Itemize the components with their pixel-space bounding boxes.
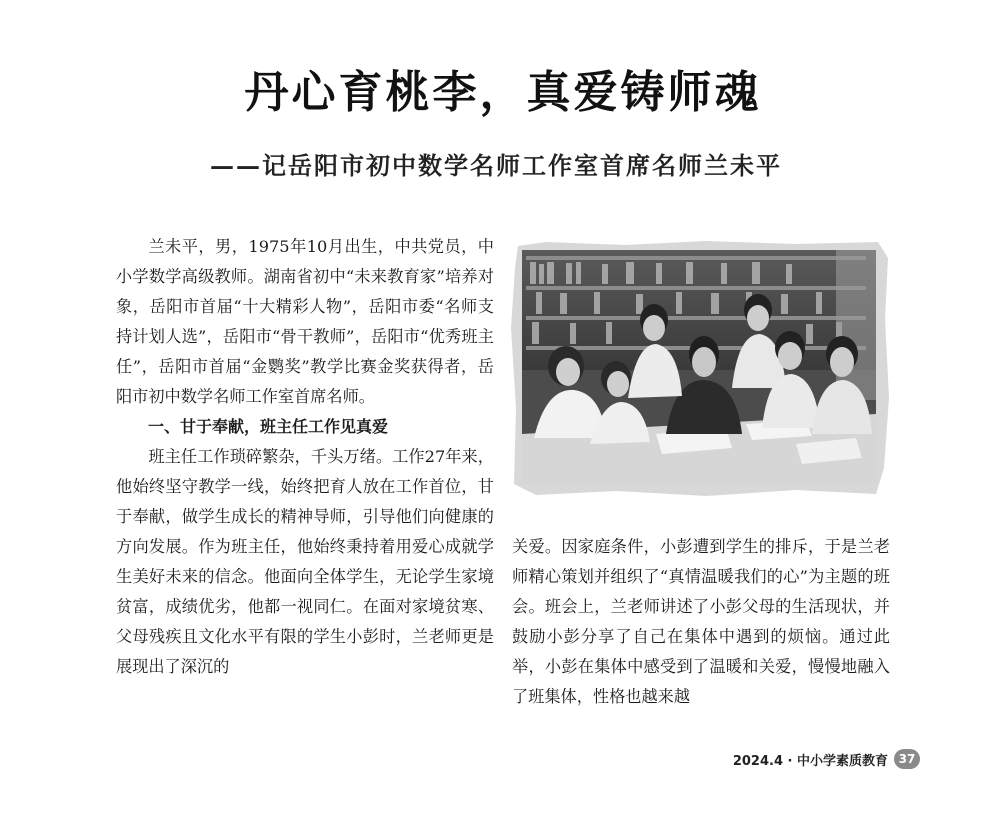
article-subtitle: ——记岳阳市初中数学名师工作室首席名师兰未平 xyxy=(210,151,782,180)
right-column xyxy=(512,532,890,712)
body-paragraph-right: 关爱。因家庭条件，小彭遭到学生的排斥，于是兰老师精心策划并组织了“真情温暖我们的心”为主题的班会。班会上，兰老师讲述了小彭父母的生活现状，并鼓励小彭分享了自己在集体中遇到的烦恼。通过此举，小彭在集体中感受到了温暖和关爱，慢慢地融入了班集体，性格也越来越 xyxy=(512,537,890,706)
page-number: 37 xyxy=(894,749,920,769)
issue-label: 2024.4 · 中小学素质教育 xyxy=(732,753,888,769)
intro-paragraph: 兰未平，男，1975年10月出生，中共党员，中小学数学高级教师。湖南省初中“未来教育家”培养对象，岳阳市首届“十大精彩人物”，岳阳市委“名师支持计划人选”，岳阳市“骨干教师”，岳阳市“优秀班主任”，岳阳市首届“金鹦奖”教学比赛金奖获得者，岳阳市初中数学名师工作室首席名师。 xyxy=(116,237,494,406)
left-column xyxy=(116,232,494,682)
section-heading: 一、甘于奉献，班主任工作见真爱 xyxy=(148,417,389,436)
article-title: 丹心育桃李，真爱铸师魂 xyxy=(244,67,762,118)
page-footer xyxy=(700,746,920,772)
body-paragraph-left: 班主任工作琐碎繁杂，千头万绪。工作27年来，他始终坚守教学一线，始终把育人放在工作首位，甘于奉献，做学生成长的精神导师，引导他们向健康的方向发展。作为班主任，他始终秉持着用爱心成就学生美好未来的信念。他面向全体学生，无论学生家境贫富，成绩优劣，他都一视同仁。在面对家境贫寒、父母残疾且文化水平有限的学生小彭时，兰老师更是展现出了深沉的 xyxy=(116,447,494,676)
classroom-photo-icon xyxy=(506,238,892,500)
